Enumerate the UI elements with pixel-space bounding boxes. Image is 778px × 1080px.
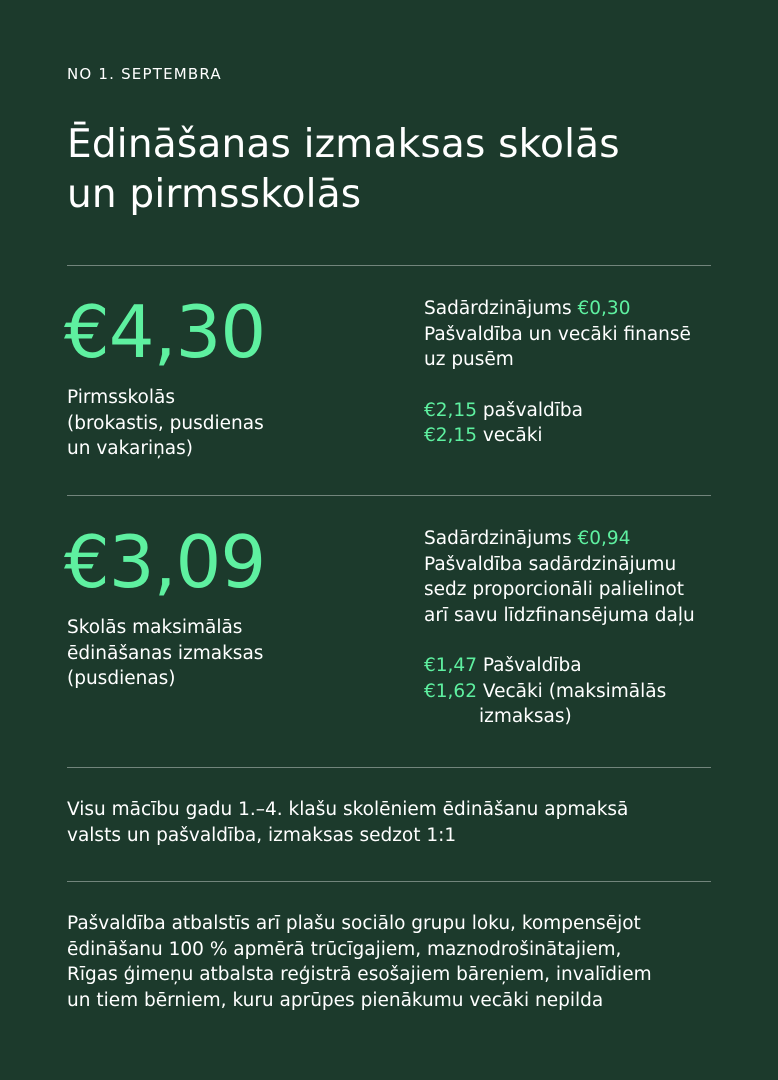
split-label: vecāki <box>476 425 543 447</box>
note-line: Visu mācību gadu 1.–4. klašu skolēniem ēdināšanu apmaksā <box>67 799 629 820</box>
infographic <box>64 0 711 1080</box>
split-label-continued: izmaksas) <box>479 706 572 728</box>
page-title <box>67 120 727 219</box>
caption-line: Pirmsskolās <box>67 387 175 408</box>
preschool-price: €4,30 <box>64 290 266 374</box>
split-line <box>424 679 724 705</box>
note-support <box>67 911 711 1013</box>
cofinancing-line <box>424 526 724 552</box>
cofinancing-value: €0,94 <box>577 528 631 549</box>
split-line <box>424 398 724 424</box>
split-amount: €1,62 <box>424 680 477 702</box>
note-line: Pašvaldība atbalstīs arī plašu sociālo grupu loku, kompensējot <box>67 913 641 934</box>
caption-line: ēdināšanas izmaksas <box>67 642 264 664</box>
cofinancing-line <box>424 296 724 322</box>
divider <box>67 495 711 496</box>
note-primary <box>67 797 711 848</box>
split-amount: €2,15 <box>424 425 477 447</box>
note-line: Rīgas ģimeņu atbalsta reģistrā esošajiem bāreņiem, invalīdiem <box>67 964 652 986</box>
description-line: Pašvaldība sadārdzinājumu <box>424 553 677 575</box>
preschool-caption <box>67 385 327 462</box>
note-line: valsts un pašvaldība, izmaksas sedzot 1:1 <box>67 824 457 846</box>
caption-line: (pusdienas) <box>67 668 176 690</box>
split-amount: €1,47 <box>424 655 477 677</box>
cofinancing-label: Sadārdzinājums <box>424 528 578 549</box>
split-line <box>424 423 724 449</box>
description-line: Pašvaldība un vecāki finansē <box>424 323 691 345</box>
school-price: €3,09 <box>64 520 266 604</box>
split-label: pašvaldība <box>476 399 583 421</box>
description-line: arī savu līdzfinansējuma daļu <box>424 604 695 626</box>
title-line: Ēdināšanas izmaksas skolās <box>67 122 620 167</box>
caption-line: un vakariņas) <box>67 438 194 460</box>
split-label: Pašvaldība <box>476 655 582 677</box>
school-detail <box>424 526 724 730</box>
divider <box>67 881 711 882</box>
split-line <box>424 653 724 679</box>
preschool-detail <box>424 296 724 449</box>
description-line: sedz proporcionāli palielinot <box>424 579 685 601</box>
caption-line: Skolās maksimālās <box>67 617 243 638</box>
split-amount: €2,15 <box>424 399 477 421</box>
note-line: un tiem bērniem, kuru aprūpes pienākumu vecāki nepilda <box>67 989 604 1011</box>
cofinancing-value: €0,30 <box>577 298 631 319</box>
divider <box>67 767 711 768</box>
title-line: un pirmsskolās <box>67 171 362 217</box>
school-caption <box>67 615 327 692</box>
description-line: uz pusēm <box>424 349 514 371</box>
kicker-date: NO 1. SEPTEMBRA <box>67 65 222 83</box>
split-label: Vecāki (maksimālās <box>476 680 667 702</box>
note-line: ēdināšanu 100 % apmērā trūcīgajiem, maznodrošinātajiem, <box>67 938 622 960</box>
caption-line: (brokastis, pusdienas <box>67 412 264 434</box>
cofinancing-label: Sadārdzinājums <box>424 298 578 319</box>
divider <box>67 265 711 266</box>
